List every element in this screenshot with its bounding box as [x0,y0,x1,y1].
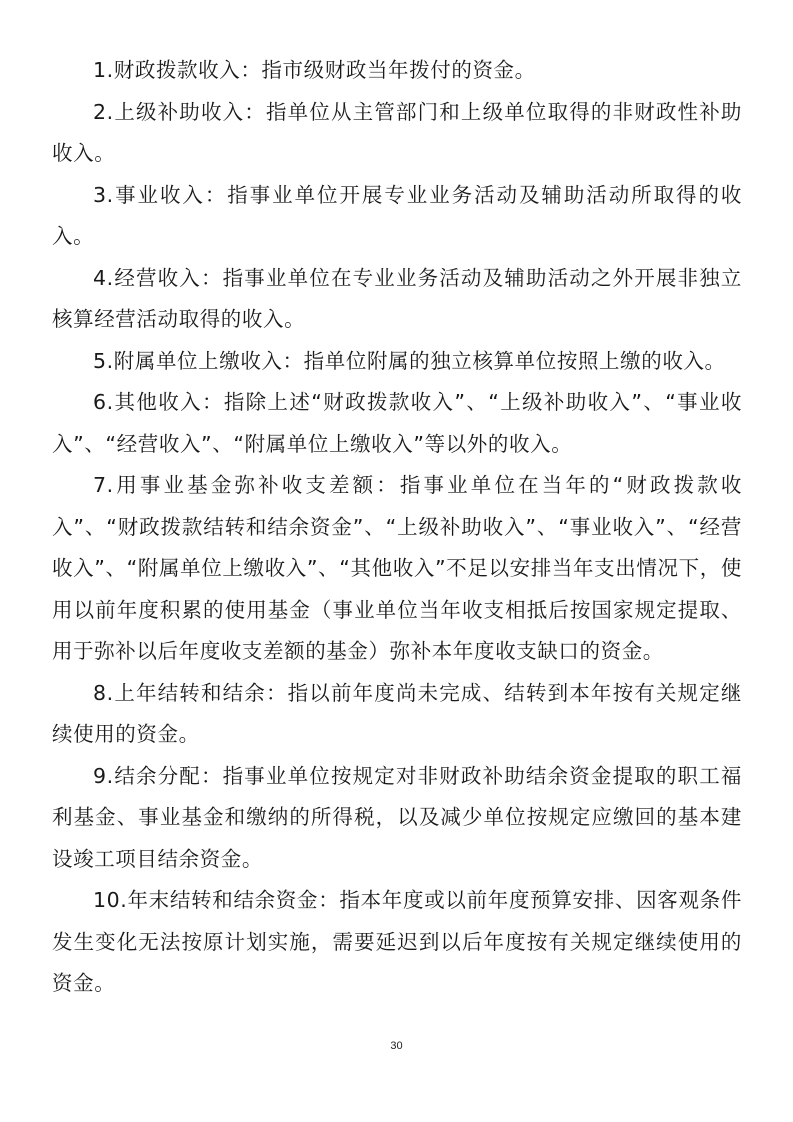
page-number: 30 [390,1040,403,1052]
paragraph-4: 4.经营收入：指事业单位在专业业务活动及辅助活动之外开展非独立核算经营活动取得的收入。 [52,265,742,331]
paragraph-3: 3.事业收入：指事业单位开展专业业务活动及辅助活动所取得的收入。 [52,182,742,248]
paragraph-8: 8.上年结转和结余：指以前年度尚未完成、结转到本年按有关规定继续使用的资金。 [52,680,742,746]
paragraph-10: 10.年末结转和结余资金：指本年度或以前年度预算安排、因客观条件发生变化无法按原计划实施，需要延迟到以后年度按有关规定继续使用的资金。 [52,888,742,995]
body-text [52,50,742,1005]
paragraph-1: 1.财政拨款收入：指市级财政当年拨付的资金。 [93,58,536,82]
paragraph-5: 5.附属单位上缴收入：指单位附属的独立核算单位按照上缴的收入。 [93,348,726,373]
paragraph-9: 9.结余分配：指事业单位按规定对非财政补助结余资金提取的职工福利基金、事业基金和缴纳的所得税，以及减少单位按规定应缴回的基本建设竣工项目结余资金。 [52,763,742,871]
paragraph-2: 2.上级补助收入：指单位从主管部门和上级单位取得的非财政性补助收入。 [52,99,742,165]
paragraph-7: 7.用事业基金弥补收支差额：指事业单位在当年的“财政拨款收入”、“财政拨款结转和结余资金”、“上级补助收入”、“事业收入”、“经营收入”、“附属单位上缴收入”、“其他收入”不足以安排当年支出情况下，使用以前年度积累的使用基金（事业单位当年收支相抵后按国家规定提取、用于弥补以后年度收支差额的基金）弥补本年度收支缺口的资金。 [52,473,742,663]
paragraph-6: 6.其他收入：指除上述“财政拨款收入”、“上级补助收入”、“事业收入”、“经营收入”、“附属单位上缴收入”等以外的收入。 [52,390,742,456]
